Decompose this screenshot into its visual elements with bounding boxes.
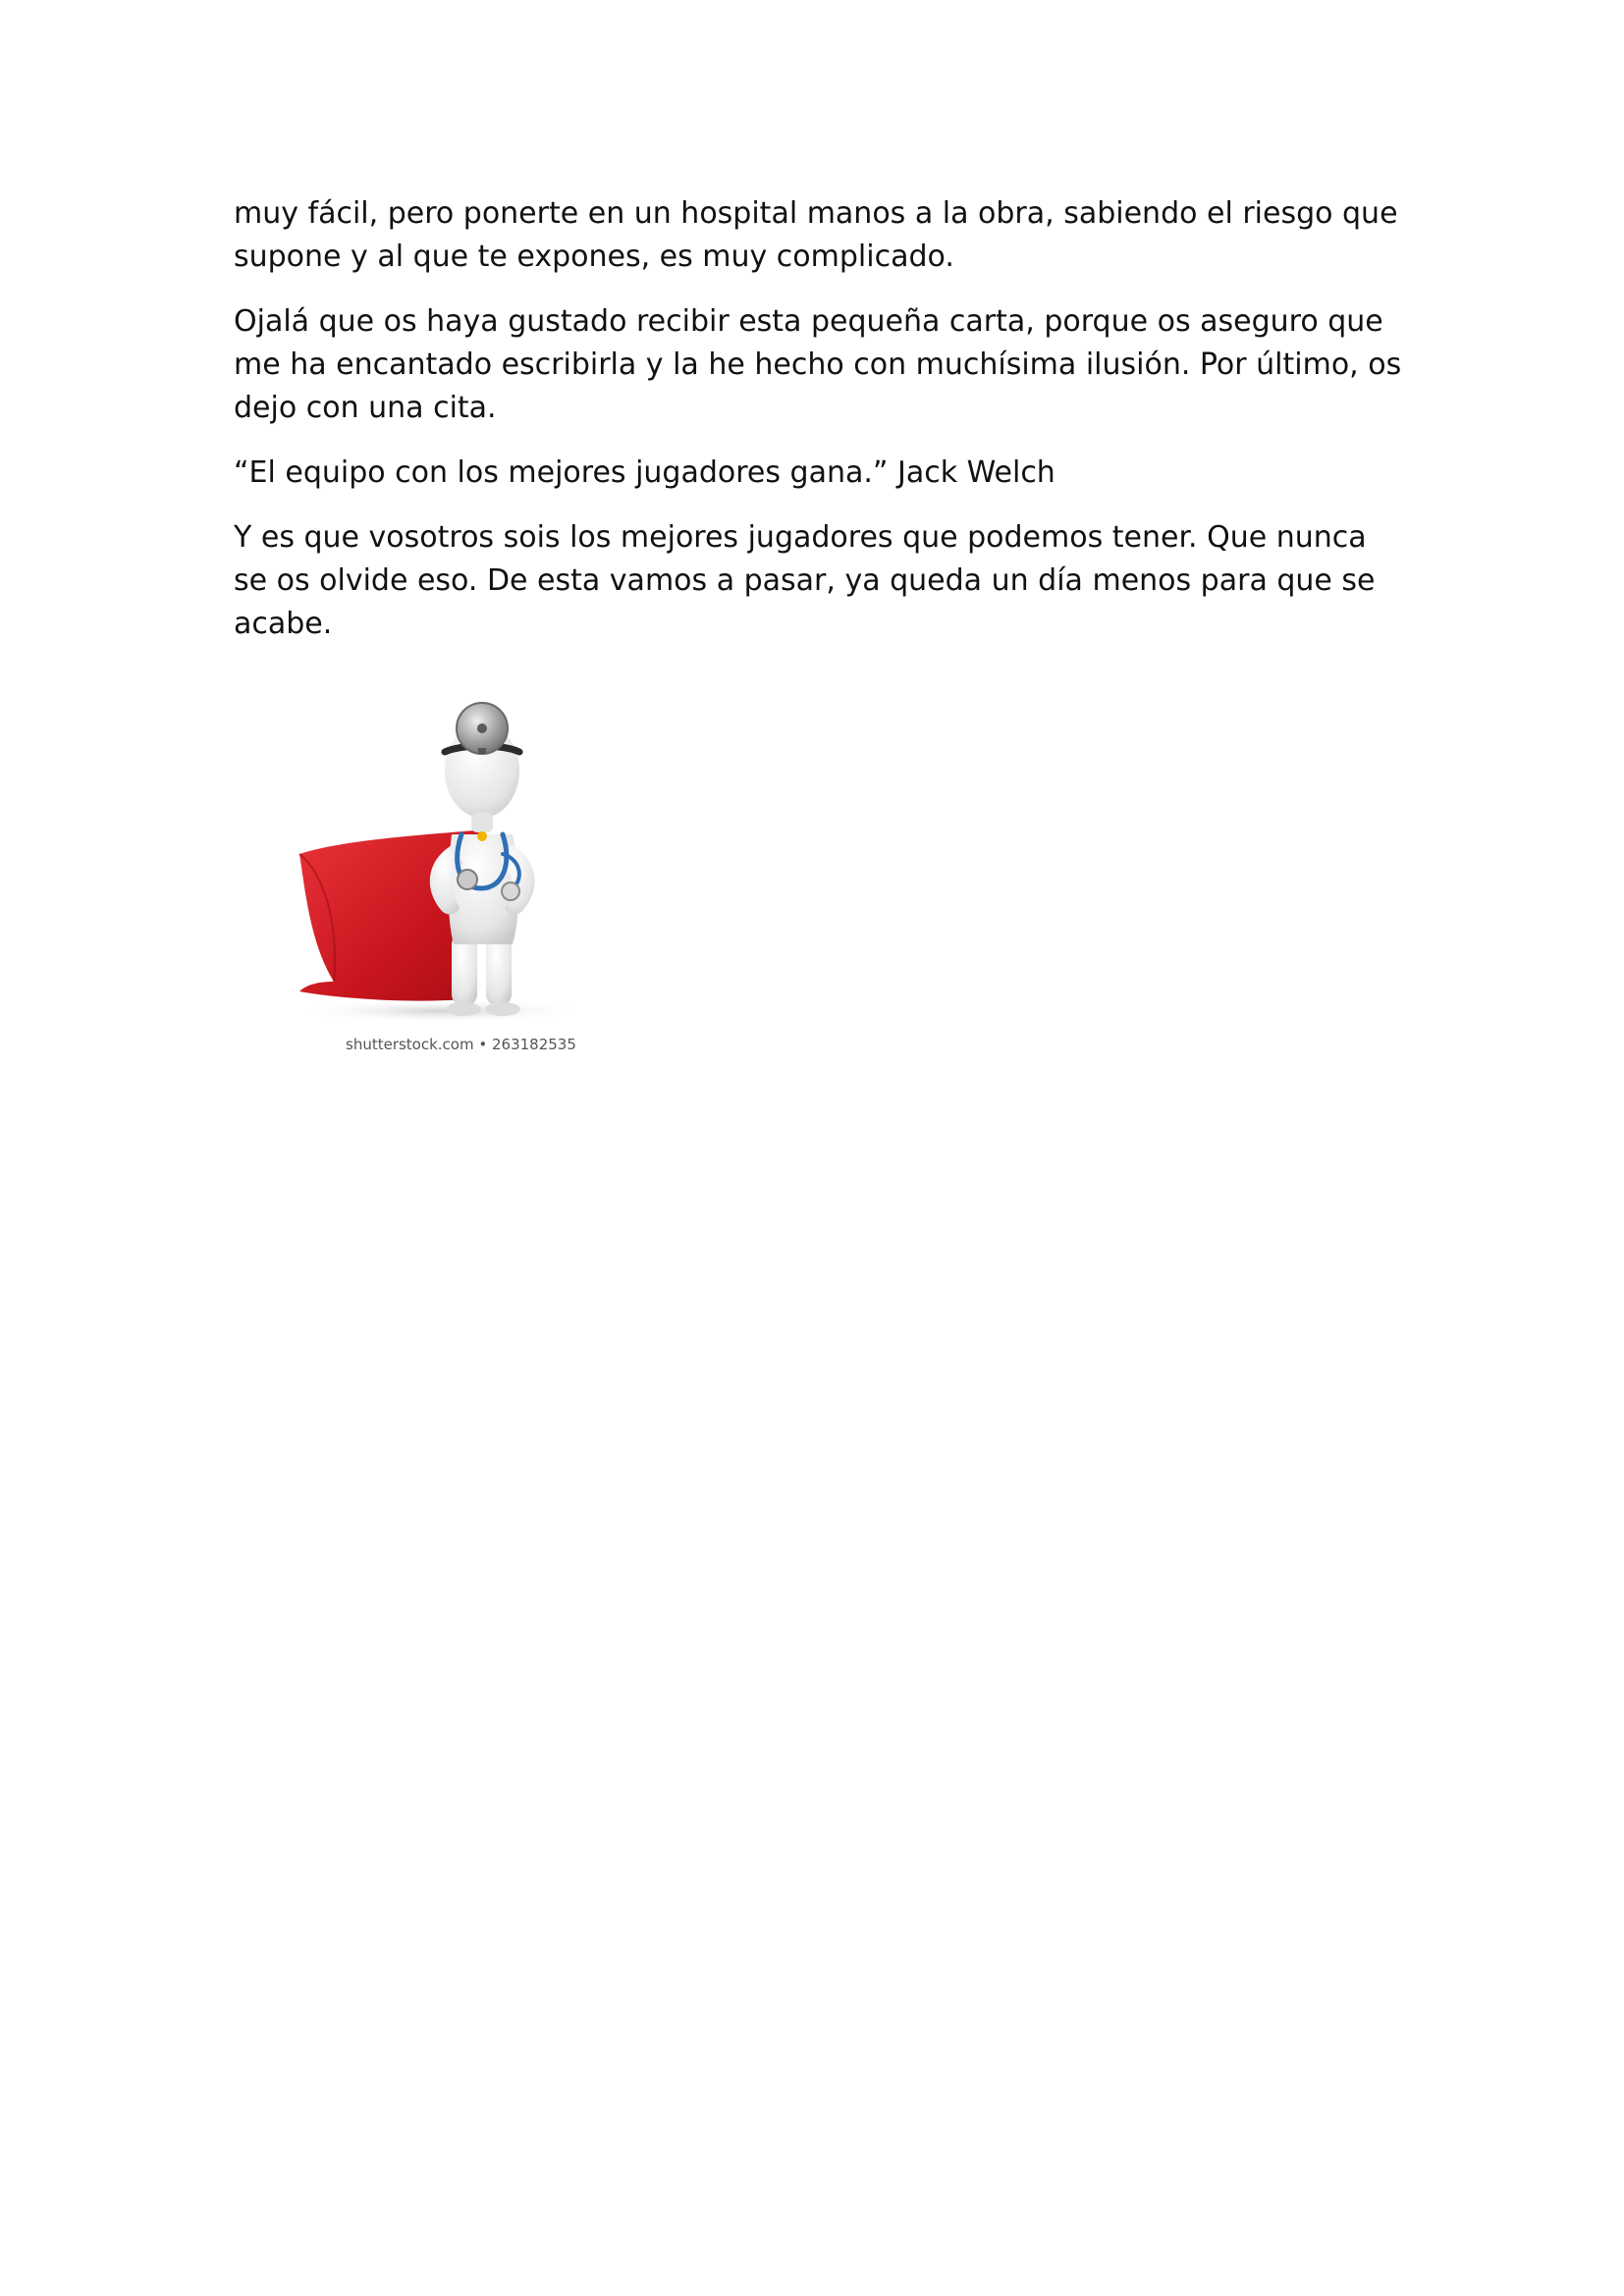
paragraph-1: muy fácil, pero ponerte en un hospital manos a la obra, sabiendo el riesgo que supone y al que te expones, es muy complicado.	[234, 196, 1398, 274]
superhero-doctor-figure	[285, 687, 628, 1065]
paragraph-2: Ojalá que os haya gustado recibir esta pequeña carta, porque os aseguro que me ha encantado escribirla y la he hecho con muchísima ilusión. Por último, os dejo con una cita.	[234, 304, 1402, 425]
letter-text	[234, 192, 1402, 667]
quote-paragraph: “El equipo con los mejores jugadores gana.” Jack Welch	[234, 455, 1056, 490]
ground-shadow	[295, 999, 589, 1023]
paragraph-4: Y es que vosotros sois los mejores jugadores que podemos tener. Que nunca se os olvide eso. De esta vamos a pasar, ya queda un día menos para que se acabe.	[234, 520, 1376, 641]
stock-watermark: shutterstock.com • 263182535	[346, 1036, 576, 1053]
superhero-doctor-illustration	[285, 687, 628, 1041]
